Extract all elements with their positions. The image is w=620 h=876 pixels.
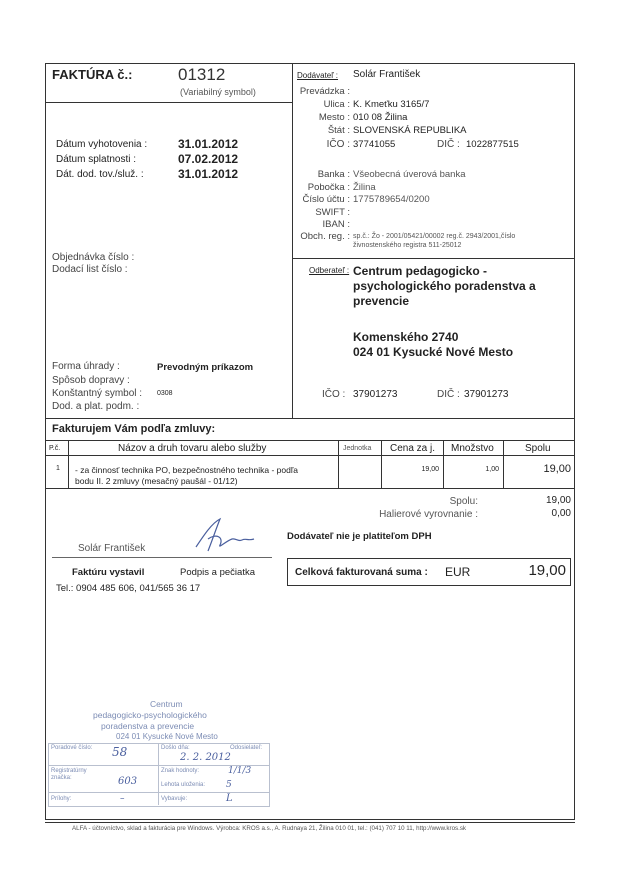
item-price: 19,00: [421, 466, 439, 473]
divider: [45, 440, 575, 441]
payment-method-label: Forma úhrady :: [52, 361, 120, 372]
customer-name-line: prevencie: [353, 294, 410, 308]
date-value: 31.01.2012: [178, 167, 239, 181]
divider: [45, 418, 575, 419]
vat-note: Dodávateľ nie je platiteľom DPH: [287, 531, 432, 542]
branch-label: Pobočka :: [307, 182, 350, 193]
stamp-label: Došlo dňa:: [161, 745, 190, 751]
date-label: Dát. dod. tov./služ. :: [56, 169, 144, 180]
rounding-value: 0,00: [551, 508, 571, 519]
transport-label: Spôsob dopravy :: [52, 375, 130, 386]
supplier-row-label: Štát :: [327, 125, 350, 136]
supplier-dic: 1022877515: [466, 139, 519, 150]
customer-name-line: psychologického poradenstva a: [353, 279, 536, 293]
supplier-city: 010 08 Žilina: [353, 112, 408, 123]
swift-label: SWIFT :: [315, 207, 350, 218]
total-value: 19,00: [528, 562, 566, 579]
item-name-line: - za činnosť technika PO, bezpečnostného technika - podľa: [75, 465, 299, 475]
iban-label: IBAN :: [322, 219, 350, 230]
handwritten-signature: [190, 515, 260, 555]
customer-dic-label: DIČ :: [437, 389, 460, 400]
stamp-line: 024 01 Kysucké Nové Mesto: [116, 732, 218, 741]
stamp-value: 5: [226, 780, 232, 790]
rounding-label: Halierové vyrovnanie :: [379, 509, 478, 520]
customer-name-line: Centrum pedagogicko -: [353, 264, 488, 278]
stamp-value: –: [120, 794, 125, 804]
stamp-line: pedagogicko-psychologického: [93, 710, 207, 720]
stamp-label: Odosielateľ:: [230, 745, 263, 751]
supplier-ico-label: IČO :: [326, 139, 350, 150]
invoice-number-note: (Variabilný symbol): [180, 87, 256, 97]
column-divider: [292, 63, 293, 418]
trade-register-line: sp.č.: Žo - 2001/05421/00002 reg.č. 2943/2001,číslo: [353, 233, 516, 240]
supplier-header-label: Dodávateľ :: [297, 71, 339, 80]
supplier-state: SLOVENSKÁ REPUBLIKA: [353, 125, 467, 136]
supplier-ico: 37741055: [353, 139, 396, 150]
col-header-price: Cena za j.: [390, 443, 436, 454]
col-header-pc: P.č.: [49, 445, 61, 452]
supplier-row-label: Mesto :: [318, 112, 350, 123]
supplier-row-label: Ulica :: [323, 99, 350, 110]
divider: [45, 102, 292, 103]
table-col-line: [381, 440, 382, 488]
items-heading: Fakturujem Vám podľa zmluvy:: [52, 423, 216, 435]
stamp-line: poradenstva a prevencie: [101, 721, 195, 731]
branch-value: Žilina: [353, 182, 376, 193]
stamp-label: Prílohy:: [51, 796, 72, 802]
customer-ico: 37901273: [353, 389, 398, 400]
order-number-label: Objednávka číslo :: [52, 252, 135, 263]
stamp-grid-line: [158, 743, 159, 805]
supplier-street: K. Kmeťku 3165/7: [353, 99, 430, 110]
bank-label: Banka :: [317, 169, 350, 180]
trade-register-line: živnostenského registra 511-25012: [353, 242, 462, 249]
delivery-note-label: Dodací list číslo :: [52, 264, 128, 275]
phone: Tel.: 0904 485 606, 041/565 36 17: [56, 583, 201, 594]
date-value: 07.02.2012: [178, 152, 239, 166]
stamp-grid-line: [48, 792, 269, 793]
item-name-line: bodu II. 2 zmluvy (mesačný paušál - 01/12): [75, 476, 238, 486]
customer-ico-label: IČO :: [322, 389, 346, 400]
stamp-value: 603: [118, 776, 138, 787]
date-label: Dátum splatnosti :: [56, 154, 137, 165]
divider: [45, 488, 575, 489]
issued-by-label: Faktúru vystavil: [72, 567, 145, 578]
account-label: Číslo účtu :: [302, 194, 350, 205]
stamp-label: Registratúrny značka:: [51, 768, 87, 781]
customer-city: 024 01 Kysucké Nové Mesto: [353, 345, 514, 359]
customer-street: Komenského 2740: [353, 330, 459, 344]
col-header-qty: Množstvo: [451, 443, 494, 454]
account-value: 1775789654/0200: [353, 194, 430, 205]
const-symbol-label: Konštantný symbol :: [52, 388, 143, 399]
divider: [292, 258, 575, 259]
stamp-label: Znak hodnoty:: [161, 768, 200, 774]
spolu-label: Spolu:: [449, 496, 478, 507]
col-header-unit: Jednotka: [343, 445, 372, 452]
const-symbol-value: 0308: [157, 390, 173, 397]
total-currency: EUR: [445, 565, 471, 579]
item-total: 19,00: [543, 463, 571, 475]
customer-header-label: Odberateľ :: [309, 266, 350, 275]
stamp-label: Lehota uloženia:: [161, 782, 206, 788]
item-qty: 1,00: [485, 466, 499, 473]
divider: [45, 822, 575, 823]
footer-text: ALFA - účtovníctvo, sklad a fakturácia pre Windows. Výrobca: KROS a.s., A. Rudnaya 21, Žilina 010 01, tel.: (041) 707 10 11, http://www.kros.sk: [72, 825, 467, 832]
total-label: Celková fakturovaná suma :: [295, 567, 428, 578]
supplier-dic-label: DIČ :: [437, 139, 460, 150]
stamp-value: L: [226, 793, 233, 804]
table-col-line: [68, 440, 69, 488]
signature-stamp-label: Podpis a pečiatka: [180, 567, 255, 578]
invoice-number: 01312: [178, 65, 226, 84]
stamp-label: Vybavuje:: [161, 796, 188, 802]
issuer-name: Solár František: [78, 543, 146, 554]
date-value: 31.01.2012: [178, 137, 239, 151]
table-col-line: [443, 440, 444, 488]
stamp-line: Centrum: [150, 699, 183, 709]
table-col-line: [338, 440, 339, 488]
spolu-value: 19,00: [545, 495, 571, 506]
divider: [45, 455, 575, 456]
trade-register-label: Obch. reg. :: [300, 231, 350, 242]
supplier-row-label: Prevádzka :: [299, 86, 350, 97]
terms-label: Dod. a plat. podm. :: [52, 401, 140, 412]
invoice-title: FAKTÚRA č.:: [52, 67, 133, 82]
customer-dic: 37901273: [464, 389, 509, 400]
bank-value: Všeobecná úverová banka: [353, 169, 466, 180]
item-pc: 1: [56, 465, 60, 472]
payment-method-value: Prevodným príkazom: [157, 362, 254, 373]
stamp-label: Poradové číslo:: [51, 745, 93, 751]
signature-line: [52, 557, 272, 558]
stamp-value: 2. 2. 2012: [180, 752, 231, 763]
date-label: Dátum vyhotovenia :: [56, 139, 148, 150]
stamp-value: 1/1/3: [228, 766, 252, 776]
supplier-name: Solár František: [353, 69, 421, 80]
stamp-value: 58: [112, 745, 128, 759]
col-header-total: Spolu: [525, 443, 551, 454]
col-header-name: Názov a druh tovaru alebo služby: [118, 443, 267, 454]
